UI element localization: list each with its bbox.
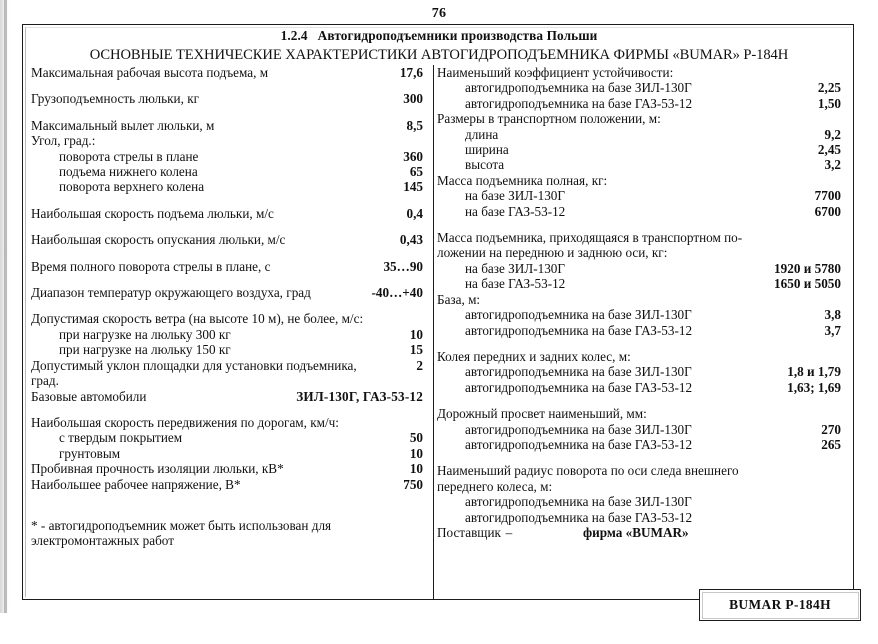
spec-label: автогидроподъемника на базе ГАЗ-53-12	[465, 509, 693, 525]
spec-label: Максимальная рабочая высота подъема, м	[31, 65, 269, 80]
spec-label: Масса подъемника, приходящаяся в транспортном по-	[437, 230, 743, 246]
spec-value: 750	[403, 476, 423, 492]
spec-label: Угол, град.:	[31, 133, 96, 149]
spec-label: при нагрузке на люльку 150 кг	[59, 342, 231, 358]
spec-row-wheelbase-zil	[437, 307, 851, 322]
spec-label: на базе ГАЗ-53-12	[465, 203, 566, 219]
spec-label: при нагрузке на люльку 300 кг	[59, 326, 231, 342]
spec-label: автогидроподъемника на базе ГАЗ-53-12	[465, 379, 693, 395]
spec-value: ЗИЛ-130Г, ГАЗ-53-12	[296, 388, 423, 404]
spec-label: автогидроподъемника на базе ЗИЛ-130Г	[465, 364, 692, 380]
spacer	[437, 452, 851, 463]
spec-value: 360	[403, 148, 423, 164]
spec-label: Наименьший коэффициент устойчивости:	[437, 65, 674, 80]
spec-row-base-vehicles	[31, 389, 431, 404]
spec-label: град.	[31, 373, 59, 389]
spec-row-ambient-temp-range	[31, 285, 431, 300]
spec-value: 10	[409, 445, 423, 461]
spec-row-allowable-slope	[31, 358, 431, 373]
spec-label: автогидроподъемника на базе ГАЗ-53-12	[465, 436, 693, 452]
spec-row-turning-radius-gaz	[437, 510, 851, 525]
spec-value: 6700	[814, 203, 841, 219]
spec-value: 15	[409, 342, 423, 358]
spacer	[437, 219, 851, 230]
column-divider	[433, 65, 434, 599]
spec-row-speed-unpaved	[31, 446, 431, 461]
spec-row-max-working-height	[31, 65, 431, 80]
spacer	[31, 248, 431, 259]
spec-label: подъема нижнего колена	[59, 164, 198, 180]
spec-label: Пробивная прочность изоляции люльки, кВ*	[31, 461, 284, 477]
right-spec-column	[437, 65, 851, 540]
spacer	[437, 338, 851, 349]
spec-group-turning-radius-line2	[437, 479, 851, 494]
spec-label: грунтовым	[59, 445, 121, 461]
supplier-row	[437, 525, 851, 540]
spec-value: 17,6	[399, 65, 423, 80]
spec-value: 1920 и 5780	[774, 260, 841, 276]
spec-value: 7700	[814, 188, 841, 204]
spec-label: автогидроподъемника на базе ГАЗ-53-12	[465, 322, 693, 338]
spec-label: Наименьший радиус поворота по оси следа внешнего	[437, 463, 739, 479]
page-number: 76	[431, 6, 447, 21]
spec-label: автогидроподъемника на базе ЗИЛ-130Г	[465, 421, 692, 437]
spec-label: на базе ГАЗ-53-12	[465, 276, 566, 292]
spec-row-max-lowering-speed	[31, 232, 431, 247]
spec-row-lower-boom-angle	[31, 164, 431, 179]
spec-row-basket-capacity	[31, 91, 431, 106]
spec-row-wind-load-300	[31, 327, 431, 342]
spec-value: 2,25	[817, 80, 841, 96]
spec-label: автогидроподъемника на базе ЗИЛ-130Г	[465, 494, 692, 510]
spec-row-axle-mass-gaz	[437, 276, 851, 291]
spacer	[31, 492, 431, 518]
spec-value: 35…90	[383, 258, 423, 274]
spec-row-full-slew-time	[31, 259, 431, 274]
title-block	[23, 27, 855, 65]
spacer	[31, 300, 431, 311]
spec-label: Дорожный просвет наименьший, мм:	[437, 406, 647, 422]
spec-value: 0,43	[399, 232, 423, 248]
spec-group-wind-speed	[31, 311, 431, 326]
spec-label: ширина	[465, 142, 509, 158]
spec-label: Наибольшая скорость опускания люльки, м/с	[31, 232, 286, 248]
spec-label: Масса подъемника полная, кг:	[437, 172, 608, 188]
spec-value: 3,7	[824, 322, 841, 338]
spec-value: 1,50	[817, 95, 841, 111]
spec-row-total-mass-zil	[437, 188, 851, 203]
spec-value: 8,5	[406, 117, 423, 133]
spec-label: с твердым покрытием	[59, 430, 183, 446]
spec-row-allowable-slope-unit	[31, 373, 431, 388]
spec-label: База, м:	[437, 291, 481, 307]
page-title: ОСНОВНЫЕ ТЕХНИЧЕСКИЕ ХАРАКТЕРИСТИКИ АВТОГИДРОПОДЪЕМНИКА ФИРМЫ «BUMAR» Р-184Н	[89, 47, 789, 63]
spec-group-wheelbase	[437, 292, 851, 307]
supplier-firm-name: фирма «BUMAR»	[583, 524, 689, 540]
spec-group-axle-mass-line2	[437, 245, 851, 260]
spec-row-clearance-gaz	[437, 437, 851, 452]
spec-group-stability-coefficient	[437, 65, 851, 80]
spec-group-turning-radius-line1	[437, 463, 851, 478]
spec-row-track-zil	[437, 364, 851, 379]
spec-row-stability-zil	[437, 80, 851, 95]
model-nameplate-box	[699, 589, 861, 621]
spec-value: 1,63; 1,69	[787, 379, 841, 395]
spacer	[31, 274, 431, 285]
spec-value: 65	[409, 164, 423, 180]
spec-label: поворота стрелы в плане	[59, 148, 199, 164]
spec-row-max-lift-speed	[31, 206, 431, 221]
spacer	[31, 107, 431, 118]
spec-sheet-frame	[22, 24, 854, 612]
spec-label: автогидроподъемника на базе ЗИЛ-130Г	[465, 80, 692, 96]
spec-label: ложении на переднюю и заднюю оси, кг:	[437, 245, 668, 261]
spec-value: 0,4	[406, 205, 423, 221]
spec-label: Наибольшая скорость подъема люльки, м/с	[31, 205, 274, 221]
spec-value: 10	[409, 461, 423, 477]
spec-value: 9,2	[824, 126, 841, 142]
spec-row-speed-paved	[31, 430, 431, 445]
spec-group-track-width	[437, 349, 851, 364]
spec-label: Наибольшее рабочее напряжение, В*	[31, 476, 241, 492]
spec-row-axle-mass-zil	[437, 261, 851, 276]
spec-value: 3,8	[824, 307, 841, 323]
spec-value: 3,2	[824, 157, 841, 173]
footnote-line-2: электромонтажных работ	[31, 533, 174, 549]
section-title: Автогидроподъемники производства Польши	[317, 28, 598, 43]
spec-row-max-outreach	[31, 118, 431, 133]
spec-label: Допустимый уклон площадки для установки подъемника,	[31, 357, 357, 373]
spec-row-clearance-zil	[437, 422, 851, 437]
footnote-line-1: * - автогидроподъемник может быть использован для	[31, 517, 332, 533]
spec-value: 300	[403, 91, 423, 107]
spec-value: 10	[409, 326, 423, 342]
footnote	[31, 518, 431, 549]
spec-value: 50	[409, 430, 423, 446]
spec-row-wind-load-150	[31, 342, 431, 357]
spec-row-boom-slew-angle	[31, 149, 431, 164]
spacer	[31, 195, 431, 206]
spec-group-total-mass	[437, 173, 851, 188]
spacer	[31, 80, 431, 91]
spec-label: Время полного поворота стрелы в плане, с	[31, 258, 271, 274]
spec-label: Максимальный вылет люльки, м	[31, 117, 215, 133]
scan-page-edge-shadow	[4, 0, 7, 613]
spec-row-width	[437, 142, 851, 157]
spec-group-travel-speed	[31, 415, 431, 430]
spec-label: Диапазон температур окружающего воздуха, град	[31, 285, 311, 301]
spec-row-height	[437, 157, 851, 172]
spacer	[437, 395, 851, 406]
supplier-label: Поставщик	[437, 524, 501, 540]
spec-row-stability-gaz	[437, 96, 851, 111]
section-heading	[23, 27, 855, 45]
spec-row-insulation-strength	[31, 461, 431, 476]
spec-row-total-mass-gaz	[437, 204, 851, 219]
spec-value: 270	[821, 421, 841, 437]
spec-value: 1,8 и 1,79	[787, 364, 841, 380]
spacer	[31, 404, 431, 415]
spec-value: -40…+40	[371, 285, 423, 301]
spec-row-wheelbase-gaz	[437, 323, 851, 338]
spec-row-length	[437, 127, 851, 142]
spacer	[31, 221, 431, 232]
spec-label: Колея передних и задних колес, м:	[437, 348, 631, 364]
spec-label: Размеры в транспортном положении, м:	[437, 111, 661, 127]
spec-label: Базовые автомобили	[31, 388, 147, 404]
spec-label: Допустимая скорость ветра (на высоте 10 м), не более, м/с:	[31, 311, 364, 327]
spec-label: на базе ЗИЛ-130Г	[465, 188, 566, 204]
spec-value: 265	[821, 436, 841, 452]
model-nameplate-label: BUMAR Р-184Н	[729, 597, 831, 612]
spec-group-transport-dimensions	[437, 111, 851, 126]
spec-label: Грузоподъемность люльки, кг	[31, 91, 200, 107]
spec-row-track-gaz	[437, 380, 851, 395]
supplier-dash: –	[505, 524, 513, 540]
spec-label: поворота верхнего колена	[59, 179, 205, 195]
spec-value: 2,45	[817, 142, 841, 158]
spec-label: длина	[465, 126, 499, 142]
spec-group-ground-clearance	[437, 406, 851, 421]
spec-label: на базе ЗИЛ-130Г	[465, 260, 566, 276]
spec-value: 145	[403, 179, 423, 195]
section-number: 1.2.4	[280, 28, 308, 43]
spec-value: 1650 и 5050	[774, 276, 841, 292]
spec-label: автогидроподъемника на базе ГАЗ-53-12	[465, 95, 693, 111]
spec-row-turning-radius-zil	[437, 494, 851, 509]
spec-row-upper-boom-angle	[31, 179, 431, 194]
spec-row-max-working-voltage	[31, 477, 431, 492]
left-spec-column	[31, 65, 431, 549]
spec-label: Наибольшая скорость передвижения по дорогам, км/ч:	[31, 414, 339, 430]
spec-label: автогидроподъемника на базе ЗИЛ-130Г	[465, 307, 692, 323]
spec-group-angle	[31, 133, 431, 148]
spec-value: 2	[416, 357, 423, 373]
spec-group-axle-mass-line1	[437, 230, 851, 245]
spec-label: переднего колеса, м:	[437, 478, 553, 494]
spec-label: высота	[465, 157, 505, 173]
